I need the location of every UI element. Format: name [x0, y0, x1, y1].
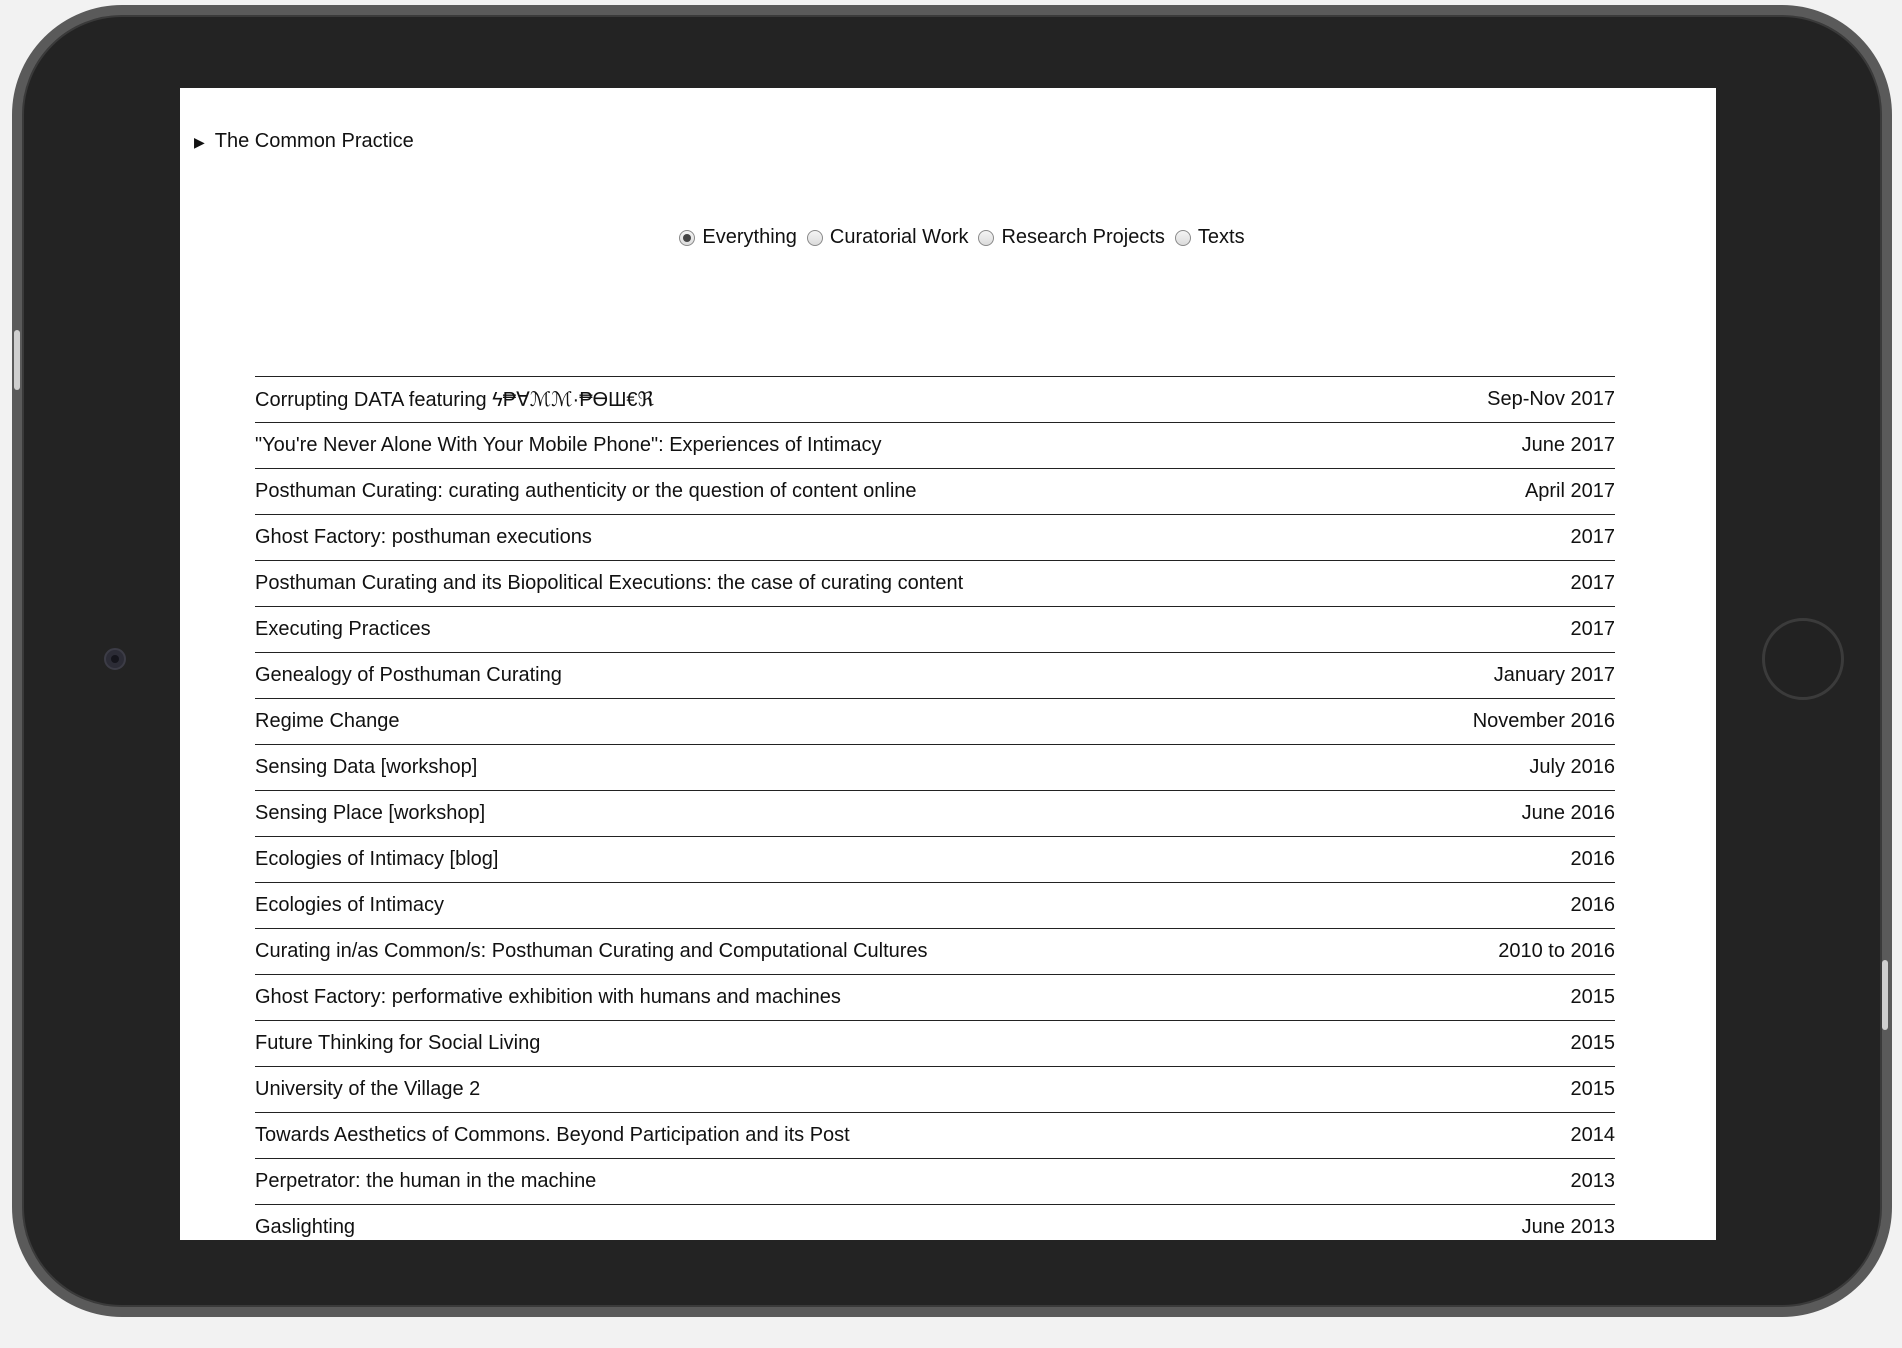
item-date: June 2013 — [1521, 1216, 1615, 1238]
screen — [180, 88, 1716, 1240]
list-item[interactable] — [255, 469, 1615, 515]
item-title: Executing Practices — [255, 618, 431, 640]
item-title: "You're Never Alone With Your Mobile Phone": Experiences of Intimacy — [255, 434, 882, 456]
item-date: 2015 — [1570, 1032, 1615, 1054]
item-date: 2015 — [1570, 1078, 1615, 1100]
filter-label: Research Projects — [1001, 226, 1165, 248]
list-item[interactable] — [255, 653, 1615, 699]
filter-label: Curatorial Work — [829, 226, 969, 248]
filter-radio-group — [180, 226, 1716, 249]
item-date: 2015 — [1570, 986, 1615, 1008]
item-title: Towards Aesthetics of Commons. Beyond Participation and its Post — [255, 1124, 850, 1146]
item-date: June 2016 — [1521, 802, 1615, 824]
item-title: Corrupting DATA featuring ϟ₱∀ℳℳ·₱ϴШ€ℜ — [255, 389, 654, 411]
filter-research-projects[interactable] — [978, 226, 1164, 249]
filter-everything[interactable] — [679, 226, 797, 249]
camera-icon — [104, 648, 126, 670]
filter-curatorial-work[interactable] — [807, 226, 969, 249]
item-date: 2013 — [1570, 1170, 1615, 1192]
item-date: 2016 — [1570, 894, 1615, 916]
list-item[interactable] — [255, 1067, 1615, 1113]
item-title: Posthuman Curating and its Biopolitical Executions: the case of curating content — [255, 572, 964, 594]
item-title: Ecologies of Intimacy — [255, 894, 444, 916]
item-date: 2017 — [1570, 618, 1615, 640]
item-title: Posthuman Curating: curating authenticity or the question of content online — [255, 480, 917, 502]
item-title: Sensing Data [workshop] — [255, 756, 478, 778]
project-list — [255, 376, 1615, 1240]
item-date: 2014 — [1570, 1124, 1615, 1146]
item-date: 2017 — [1570, 526, 1615, 548]
item-date: April 2017 — [1524, 480, 1615, 502]
radio-research-projects[interactable] — [978, 230, 994, 246]
radio-everything[interactable] — [679, 230, 695, 246]
list-item[interactable] — [255, 515, 1615, 561]
volume-button — [14, 330, 20, 390]
triangle-right-icon: ▶ — [194, 133, 205, 150]
list-item[interactable] — [255, 1205, 1615, 1240]
list-item[interactable] — [255, 791, 1615, 837]
power-button — [1882, 960, 1888, 1030]
list-item[interactable] — [255, 929, 1615, 975]
list-item[interactable] — [255, 837, 1615, 883]
list-item[interactable] — [255, 561, 1615, 607]
list-item[interactable] — [255, 1021, 1615, 1067]
item-title: Gaslighting — [255, 1216, 356, 1238]
filter-label: Texts — [1197, 226, 1245, 248]
item-title: Future Thinking for Social Living — [255, 1032, 541, 1054]
list-item[interactable] — [255, 423, 1615, 469]
home-button[interactable] — [1762, 618, 1844, 700]
list-item[interactable] — [255, 699, 1615, 745]
radio-texts[interactable] — [1175, 230, 1191, 246]
item-title: Perpetrator: the human in the machine — [255, 1170, 597, 1192]
item-date: June 2017 — [1521, 434, 1615, 456]
filter-texts[interactable] — [1175, 226, 1245, 249]
list-item[interactable] — [255, 1113, 1615, 1159]
item-date: 2017 — [1570, 572, 1615, 594]
list-item[interactable] — [255, 377, 1615, 423]
list-item[interactable] — [255, 883, 1615, 929]
radio-curatorial-work[interactable] — [807, 230, 823, 246]
details-toggle[interactable] — [194, 130, 414, 153]
item-title: Ghost Factory: posthuman executions — [255, 526, 592, 548]
list-item[interactable] — [255, 745, 1615, 791]
item-title: University of the Village 2 — [255, 1078, 481, 1100]
item-title: Sensing Place [workshop] — [255, 802, 486, 824]
item-date: 2010 to 2016 — [1498, 940, 1615, 962]
item-date: July 2016 — [1529, 756, 1615, 778]
details-summary-label: The Common Practice — [214, 130, 414, 152]
list-item[interactable] — [255, 1159, 1615, 1205]
item-title: Genealogy of Posthuman Curating — [255, 664, 562, 686]
item-date: 2016 — [1570, 848, 1615, 870]
item-title: Ecologies of Intimacy [blog] — [255, 848, 499, 870]
item-title: Regime Change — [255, 710, 400, 732]
list-item[interactable] — [255, 607, 1615, 653]
item-date: November 2016 — [1472, 710, 1615, 732]
filter-label: Everything — [702, 226, 797, 248]
list-item[interactable] — [255, 975, 1615, 1021]
item-date: January 2017 — [1493, 664, 1615, 686]
item-date: Sep-Nov 2017 — [1487, 388, 1615, 410]
item-title: Ghost Factory: performative exhibition with humans and machines — [255, 986, 841, 1008]
item-title: Curating in/as Common/s: Posthuman Curating and Computational Cultures — [255, 940, 928, 962]
